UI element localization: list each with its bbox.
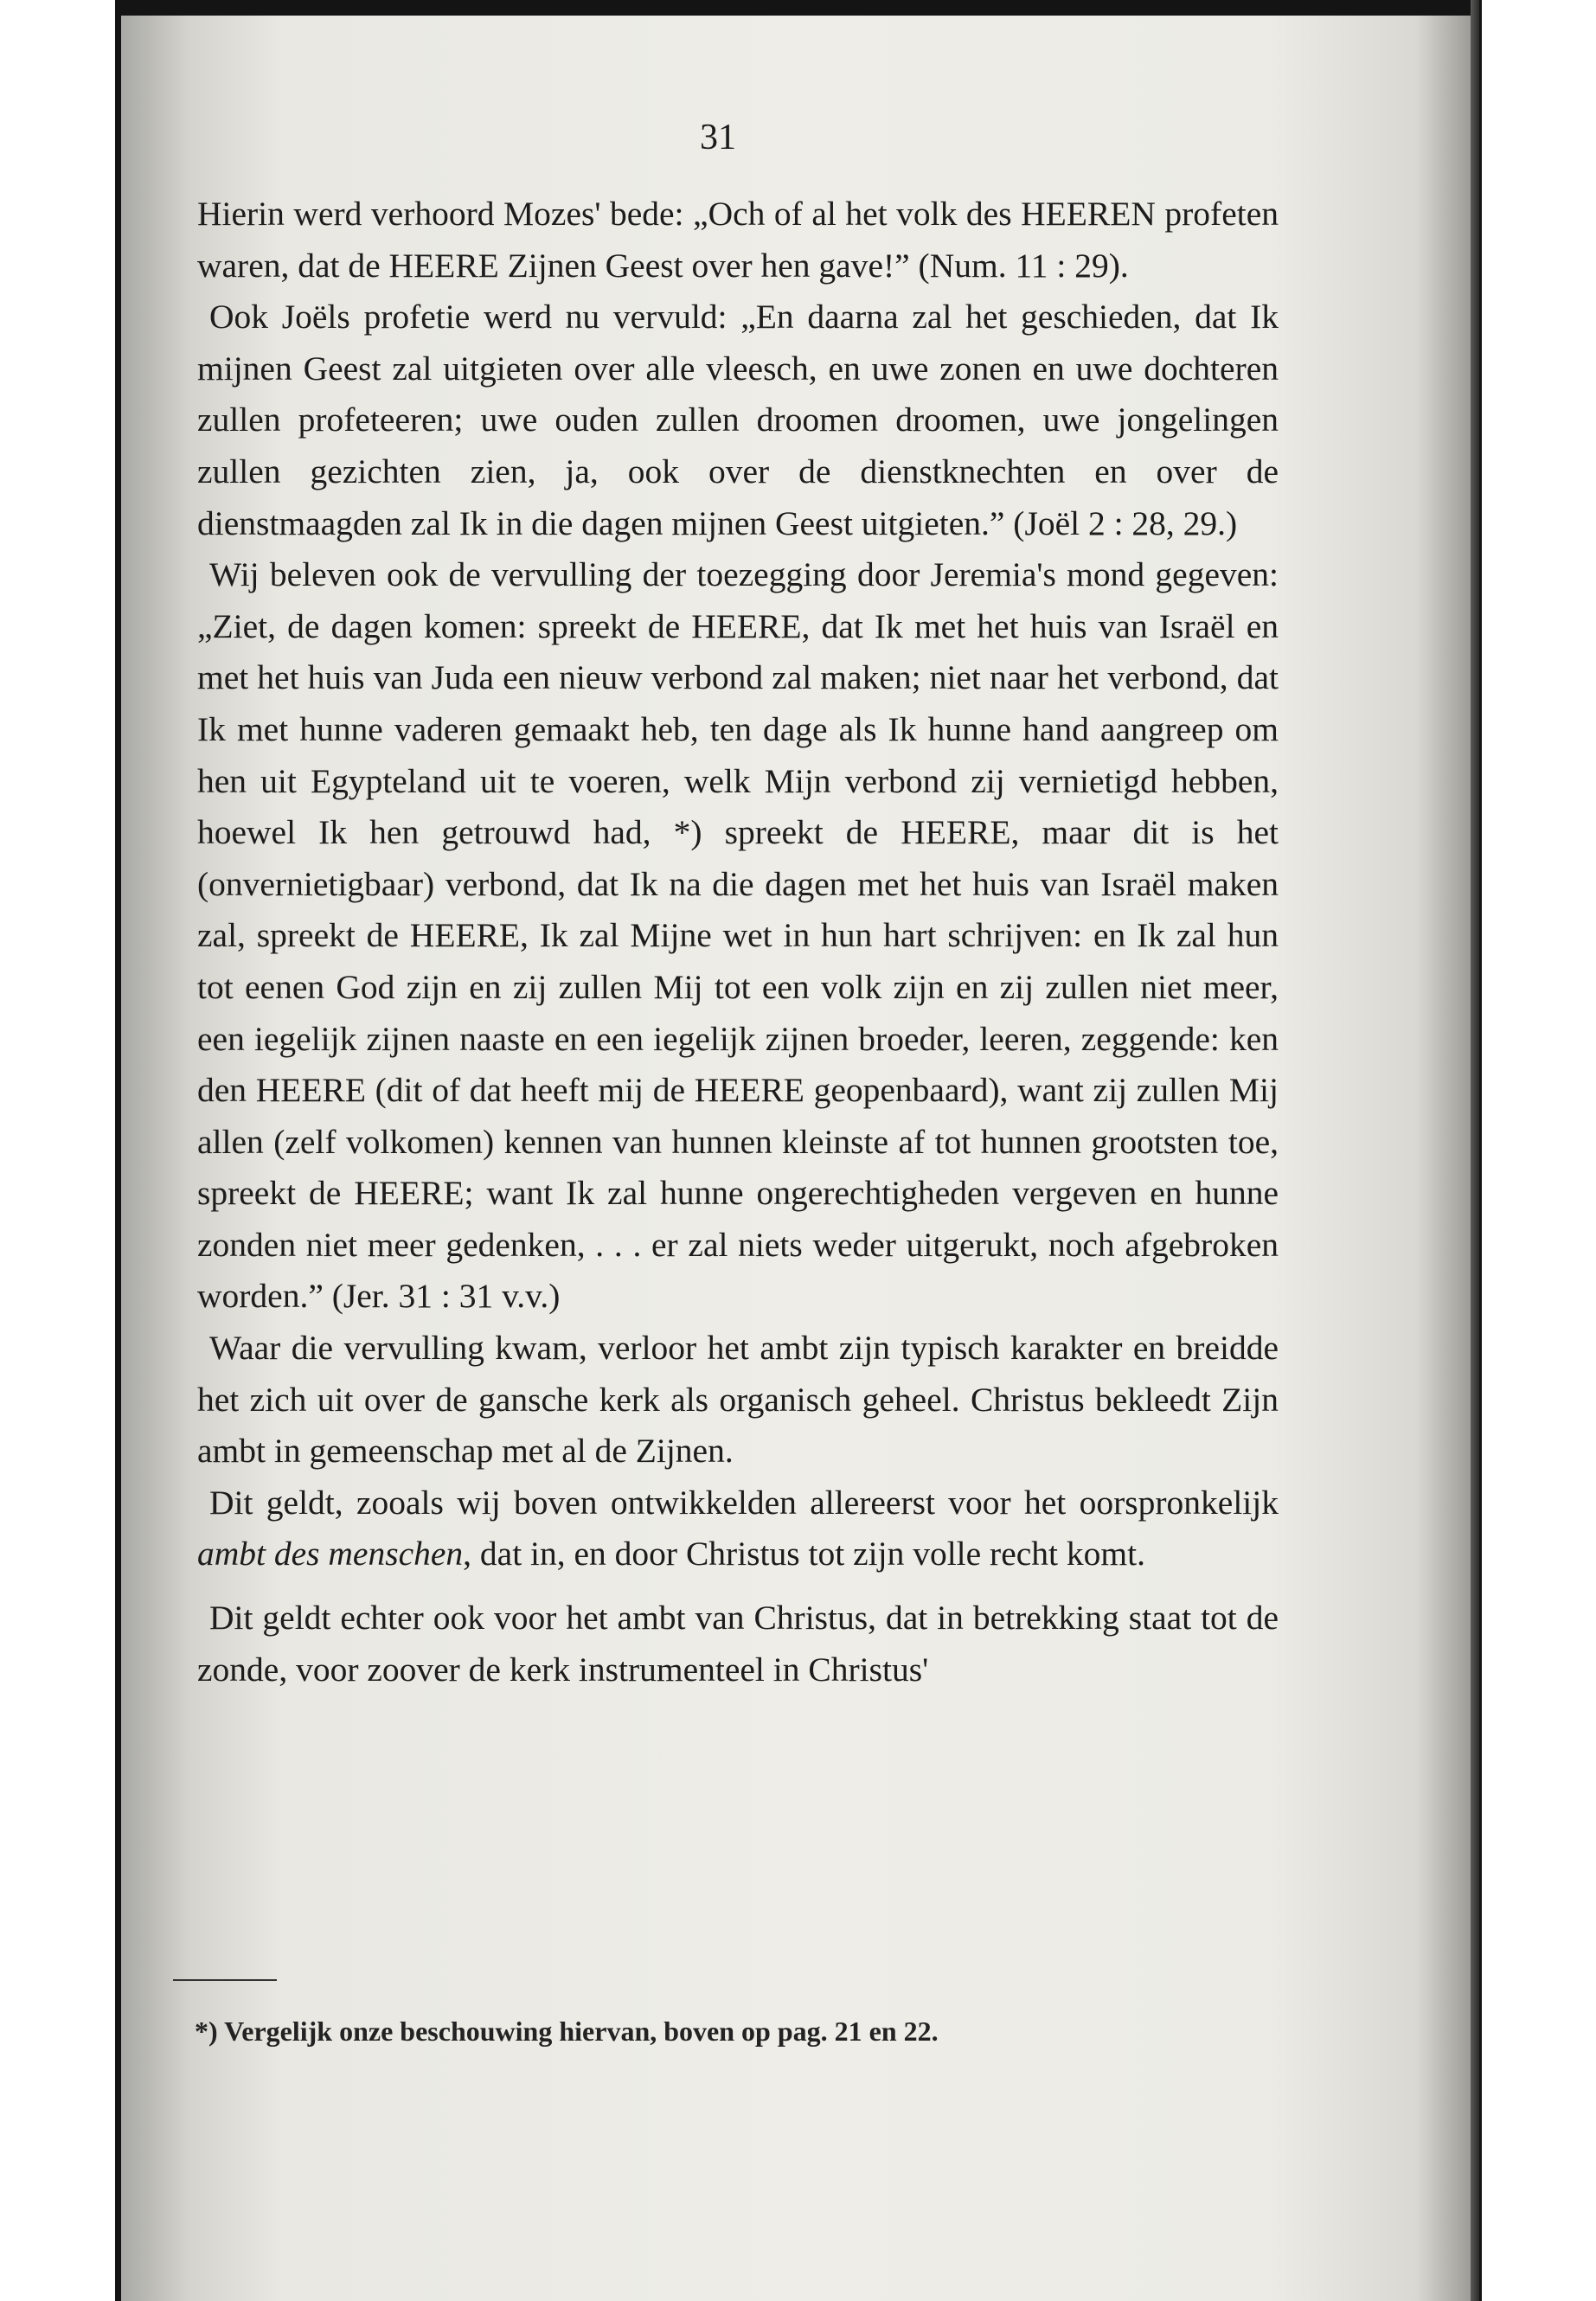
footnote-rule [173, 1979, 277, 1981]
paragraph-1: Hierin werd verhoord Mozes' bede: „Och of al het volk des HEEREN profeten waren, dat de HEERE Zijnen Geest over hen gave!” (Num. 11 : 29). [197, 195, 1279, 285]
paragraph-5 [197, 1477, 1279, 1580]
paragraph-gap [197, 1580, 1279, 1593]
footnote: *) Vergelijk onze beschouwing hiervan, boven op pag. 21 en 22. [195, 2016, 939, 2047]
paragraph-5-italic: ambt des menschen [197, 1535, 464, 1574]
body-text [197, 189, 1279, 1695]
paragraph-2: Ook Joëls profetie werd nu vervuld: „En daarna zal het geschieden, dat Ik mijnen Geest zal uitgieten over alle vleesch, en uwe zonen en uwe dochteren zullen profeteeren; uwe ouden zullen droomen droomen, uwe jongelingen zullen gezichten zien, ja, ook over de dienstknechten en over de dienstmaagden zal Ik in die dagen mijnen Geest uitgieten.” (Joël 2 : 28, 29.) [197, 298, 1279, 542]
page-number: 31 [700, 118, 736, 157]
paragraph-3: Wij beleven ook de vervulling der toezegging door Jeremia's mond gegeven: „Ziet, de dagen komen: spreekt de HEERE, dat Ik met het huis van Israël en met het huis van Juda een nieuw verbond zal maken; niet naar het verbond, dat Ik met hunne vaderen gemaakt heb, ten dage als Ik hunne hand aangreep om hen uit Egypteland uit te voeren, welk Mijn verbond zij vernietigd hebben, hoewel Ik hen getrouwd had, *) spreekt de HEERE, maar dit is het (onvernietigbaar) verbond, dat Ik na die dagen met het huis van Israël maken zal, spreekt de HEERE, Ik zal Mijne wet in hun hart schrijven: en Ik zal hun tot eenen God zijn en zij zullen Mij tot een volk zijn en zij zullen niet meer, een iegelijk zijnen naaste en een iegelijk zijnen broeder, leeren, zeggende: ken den HEERE (dit of dat heeft mij de HEERE geopenbaard), want zij zullen Mij allen (zelf volkomen) kennen van hunnen kleinste af tot hunnen grootsten toe, spreekt de HEERE; want Ik zal hunne ongerechtigheden vergeven en hunne zonden niet meer gedenken, . . . er zal niets weder uitgerukt, noch afgebroken worden.” (Jer. 31 : 31 v.v.) [197, 555, 1279, 1316]
paragraph-4: Waar die vervulling kwam, verloor het ambt zijn typisch karakter en breidde het zich uit over de gansche kerk als organisch geheel. Christus bekleedt Zijn ambt in gemeenschap met al de Zijnen. [197, 1329, 1279, 1471]
paragraph-6: Dit geldt echter ook voor het ambt van Christus, dat in betrekking staat tot de zonde, voor zoover de kerk instrumenteel in Christus' [197, 1599, 1279, 1689]
paragraph-5-after: , dat in, en door Christus tot zijn volle recht komt. [463, 1535, 1145, 1574]
paragraph-5-before: Dit geldt, zooals wij boven ontwikkelden allereerst voor het oorspronkelijk [209, 1483, 1279, 1522]
page-edge [1471, 0, 1479, 2301]
